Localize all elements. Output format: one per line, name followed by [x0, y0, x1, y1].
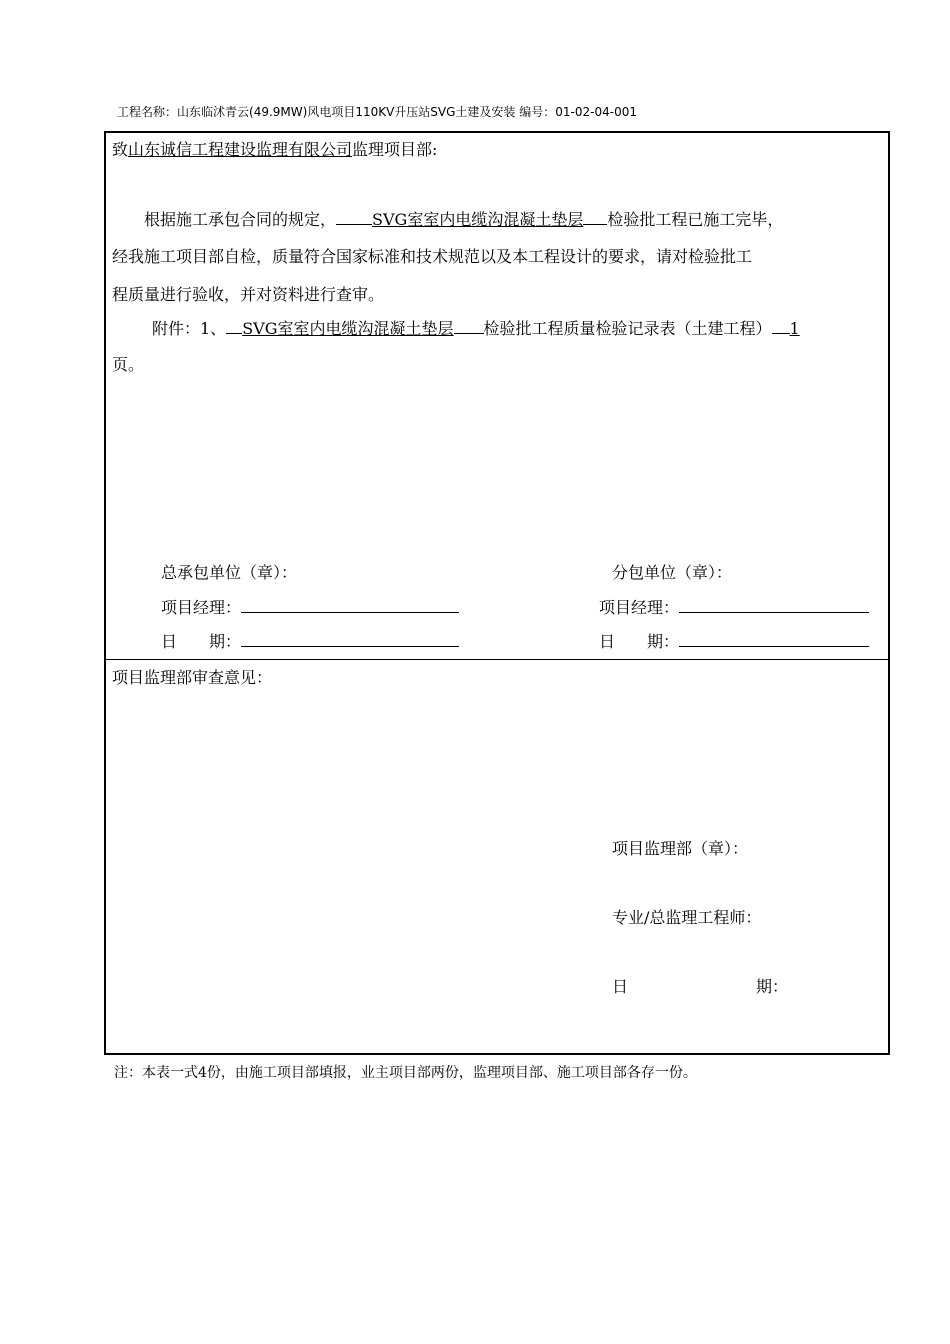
blank-underline — [336, 208, 372, 225]
blank-underline — [772, 317, 790, 334]
blank-underline — [583, 208, 607, 225]
to-prefix: 致 — [112, 140, 129, 159]
attach-pages: 1 — [789, 319, 800, 338]
general-contractor-label: 总承包单位（章）： — [161, 563, 298, 582]
attach-record-title: 检验批工程质量检验记录表（土建工程） — [483, 319, 772, 338]
review-date-right: 期： — [756, 977, 789, 996]
sub-date-row — [599, 629, 869, 652]
blank-underline — [226, 317, 242, 334]
para1-end: 检验批工程已施工完毕， — [607, 210, 784, 229]
subcontractor-label: 分包单位（章）： — [612, 563, 733, 582]
para1-start: 根据施工承包合同的规定， — [144, 210, 337, 229]
gc-manager-field[interactable] — [241, 596, 459, 613]
gc-date-label: 日 期： — [161, 632, 242, 651]
form-frame — [104, 131, 890, 1055]
footer-note: 注：本表一式4份，由施工项目部填报，业主项目部两份，监理项目部、施工项目部各存一份。 — [114, 1065, 697, 1081]
project-name: 山东临沭青云(49.9MW)风电项目110KV升压站SVG土建及安装 — [177, 105, 516, 119]
gc-manager-label: 项目经理： — [161, 598, 242, 617]
section-divider — [104, 659, 890, 660]
number-label: 编号： — [519, 105, 556, 119]
to-suffix: 监理项目部: — [352, 140, 438, 159]
header-line — [117, 103, 637, 120]
attach-batch-name: SVG室室内电缆沟混凝土垫层 — [242, 319, 454, 338]
sub-manager-field[interactable] — [679, 596, 869, 613]
paragraph-line-1 — [144, 207, 783, 230]
supervision-dept-stamp: 项目监理部（章）： — [612, 839, 749, 858]
review-date-left: 日 — [612, 977, 629, 996]
chief-engineer-label: 专业/总监理工程师： — [612, 908, 762, 927]
form-number: 01-02-04-001 — [555, 105, 637, 119]
attach-prefix: 附件：1、 — [152, 319, 227, 338]
supervisor-company: 山东诚信工程建设监理有限公司 — [128, 140, 353, 159]
sub-manager-label: 项目经理： — [599, 598, 680, 617]
gc-date-row — [161, 629, 459, 652]
sub-date-field[interactable] — [679, 630, 869, 647]
sub-date-label: 日 期： — [599, 632, 680, 651]
project-label: 工程名称： — [117, 105, 178, 119]
paragraph-line-2: 经我施工项目部自检，质量符合国家标准和技术规范以及本工程设计的要求，请对检验批工 — [112, 247, 753, 266]
addressee — [112, 137, 437, 160]
attachment-line — [152, 316, 800, 339]
blank-underline — [454, 317, 484, 334]
review-title: 项目监理部审查意见： — [112, 668, 273, 687]
batch-name: SVG室室内电缆沟混凝土垫层 — [372, 210, 584, 229]
sub-manager-row — [599, 595, 869, 618]
gc-date-field[interactable] — [241, 630, 459, 647]
gc-manager-row — [161, 595, 459, 618]
attachment-suffix: 页。 — [112, 355, 145, 374]
paragraph-line-3: 程质量进行验收，并对资料进行查审。 — [112, 285, 385, 304]
